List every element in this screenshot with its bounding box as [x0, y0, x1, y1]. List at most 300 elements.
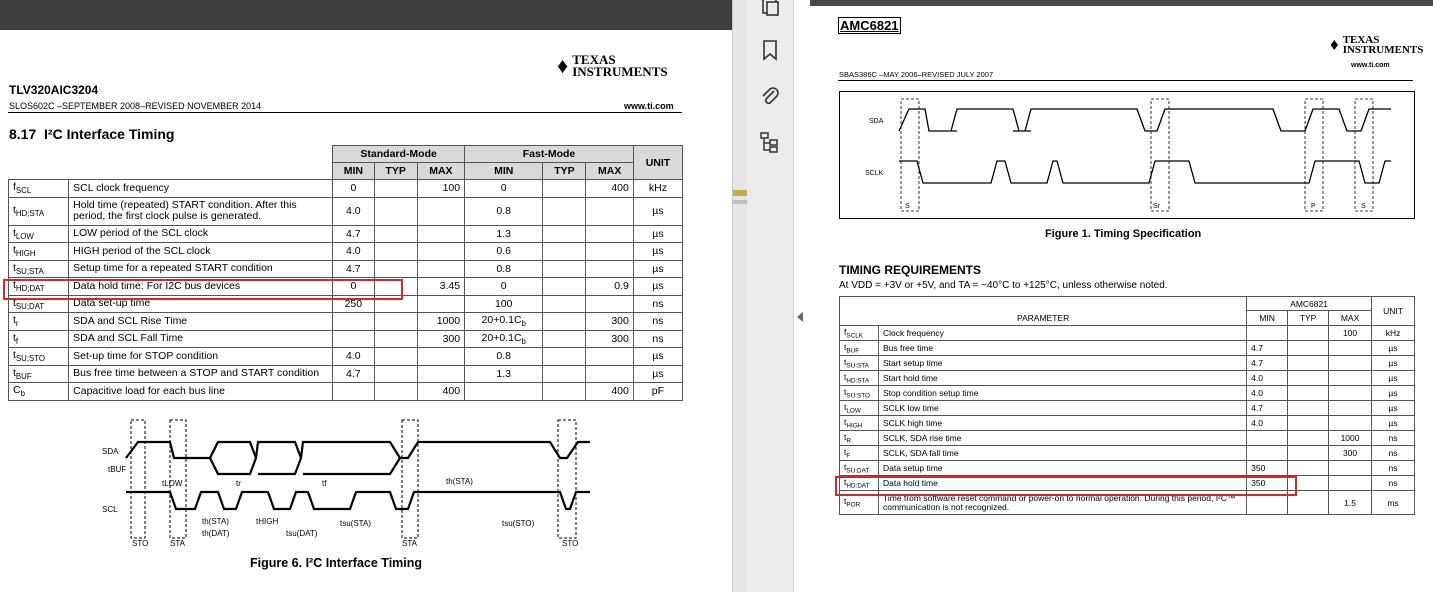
fig-label-tlow: tLOW	[162, 479, 183, 488]
symbol-subscript: HD:STA	[846, 377, 870, 385]
unit-header-right: UNIT	[1372, 297, 1415, 326]
symbol-cell	[9, 330, 69, 348]
table-row	[840, 401, 1415, 416]
splitter-grip-2[interactable]	[733, 200, 747, 204]
value-max	[1329, 476, 1372, 491]
parameter-desc: Start setup time	[878, 356, 1246, 371]
value-fmin-text: 0.8	[496, 205, 512, 217]
symbol: t	[13, 331, 16, 344]
value-styp	[374, 180, 417, 198]
symbol-subscript: f	[15, 336, 19, 346]
value-fmax: 0.9	[586, 278, 633, 296]
symbol-subscript: SU:DAT	[846, 467, 870, 475]
value-typ	[1288, 401, 1329, 416]
unit-cell: µs	[1372, 416, 1415, 431]
table-row	[9, 383, 683, 401]
standard-mode-header: Standard-Mode	[333, 146, 465, 163]
value-fmin	[465, 348, 543, 366]
value-smax: 1000	[417, 313, 464, 331]
fig-label-thsta-right: th(STA)	[446, 477, 473, 486]
value-fmin	[465, 243, 543, 261]
value-smin: 250	[333, 295, 374, 313]
table-row	[840, 386, 1415, 401]
value-smin	[333, 383, 374, 401]
col-max: MAX	[417, 163, 464, 180]
parameter-desc: Setup time for a repeated START condition	[69, 260, 333, 278]
value-ftyp	[543, 295, 586, 313]
value-fmin	[465, 330, 543, 348]
symbol-subscript: SCLK	[846, 332, 863, 340]
value-styp	[374, 365, 417, 383]
value-ftyp	[543, 365, 586, 383]
value-min: 350	[1247, 461, 1288, 476]
fig-label-sda: SDA	[102, 447, 119, 456]
table-row	[840, 326, 1415, 341]
value-fmin-text: 100	[494, 297, 513, 310]
symbol-subscript: HIGH	[846, 422, 863, 430]
table-row	[9, 225, 683, 243]
table-row	[9, 243, 683, 261]
symbol-cell	[9, 197, 69, 225]
symbol-subscript: SU:STA	[846, 362, 869, 370]
value-styp	[374, 313, 417, 331]
value-ftyp	[543, 197, 586, 225]
unit-cell: ns	[1372, 446, 1415, 461]
unit-header: UNIT	[633, 146, 682, 180]
symbol-cell	[840, 431, 879, 446]
symbol-cell	[840, 356, 879, 371]
value-max: 300	[1329, 446, 1372, 461]
value-max	[1329, 416, 1372, 431]
value-fmin	[465, 383, 543, 401]
value-fmin-text: 0.8	[496, 262, 512, 275]
unit-cell: µs	[1372, 371, 1415, 386]
table-row	[840, 371, 1415, 386]
unit-cell: µs	[633, 225, 682, 243]
symbol: t	[844, 371, 847, 382]
value-smax: 100	[417, 180, 464, 198]
value-fmin-text: 0	[500, 280, 507, 293]
symbol: f	[13, 181, 16, 194]
parameter-desc: SCLK, SDA rise time	[878, 431, 1246, 446]
fig-label-sr: Sr	[1153, 203, 1160, 210]
value-fmax	[586, 225, 633, 243]
blank-header-right	[840, 297, 1247, 311]
unit-cell: µs	[633, 260, 682, 278]
symbol-subscript: SU;STA	[15, 266, 44, 276]
table-row	[840, 446, 1415, 461]
value-typ	[1288, 341, 1329, 356]
value-ftyp	[543, 278, 586, 296]
value-max	[1329, 386, 1372, 401]
ti-bull-icon: ♦	[1330, 35, 1339, 54]
symbol-subscript: BUF	[846, 347, 860, 355]
col-typ: TYP	[543, 163, 586, 180]
value-fmin-text: 0	[500, 182, 507, 195]
fig-label-tr: tr	[236, 479, 241, 488]
value-typ	[1288, 371, 1329, 386]
value-fmin	[465, 295, 543, 313]
value-ftyp	[543, 180, 586, 198]
symbol-subscript: HD:DAT	[846, 482, 870, 490]
unit-cell: ns	[1372, 476, 1415, 491]
symbol-subscript: b	[20, 389, 25, 399]
value-styp	[374, 260, 417, 278]
pane-splitter[interactable]	[732, 0, 748, 592]
value-smax	[417, 243, 464, 261]
value-min	[1247, 431, 1288, 446]
value-ftyp	[543, 260, 586, 278]
value-typ	[1288, 416, 1329, 431]
fig-label-sta: STA	[170, 539, 185, 548]
value-fmin-text: 1.3	[496, 367, 512, 380]
symbol: t	[844, 431, 847, 442]
value-min: 4.0	[1247, 371, 1288, 386]
value-min: 4.0	[1247, 386, 1288, 401]
parameter-desc: Data hold time: For I2C bus devices	[69, 278, 333, 296]
symbol: t	[13, 279, 16, 292]
unit-cell: ms	[1372, 491, 1415, 515]
parameter-desc: Data hold time	[878, 476, 1246, 491]
value-fmin-text: 1.3	[496, 227, 512, 240]
symbol: t	[13, 349, 16, 362]
symbol-cell	[840, 326, 879, 341]
part-number-right: AMC6821	[840, 18, 899, 33]
symbol-subscript: SU:STO	[846, 392, 870, 400]
value-styp	[374, 197, 417, 225]
symbol-cell	[9, 243, 69, 261]
unit-cell: µs	[633, 365, 682, 383]
bookmark-icon[interactable]	[758, 38, 782, 62]
symbol-cell	[9, 225, 69, 243]
symbol-cell	[840, 461, 879, 476]
symbol-cell	[9, 365, 69, 383]
symbol: t	[13, 296, 16, 309]
figure-caption-right: Figure 1. Timing Specification	[1045, 228, 1202, 240]
value-ftyp	[543, 383, 586, 401]
symbol-subscript: SU;STO	[15, 354, 46, 364]
part-number: TLV320AIC3204	[9, 83, 99, 97]
unit-cell: µs	[633, 278, 682, 296]
section-heading	[9, 126, 174, 142]
fig-label-sta2: STA	[402, 539, 417, 548]
col-min: MIN	[333, 163, 374, 180]
value-smax: 3.45	[417, 278, 464, 296]
value-max	[1329, 401, 1372, 416]
fig-label-p: P	[1311, 203, 1316, 210]
value-fmax	[586, 365, 633, 383]
col-max: MAX	[586, 163, 633, 180]
value-max	[1329, 341, 1372, 356]
table-row	[9, 348, 683, 366]
value-fmax	[586, 348, 633, 366]
symbol-cell	[9, 313, 69, 331]
fig-label-s: S	[905, 203, 910, 210]
value-max: 100	[1329, 326, 1372, 341]
timing-requirements-heading: TIMING REQUIREMENTS	[839, 263, 982, 277]
symbol: t	[13, 314, 16, 327]
fig-label-tsusta: tsu(STA)	[340, 519, 371, 528]
i2c-timing-diagram	[90, 412, 630, 552]
parameter-desc: Capacitive load for each bus line	[69, 383, 333, 401]
value-smax	[417, 348, 464, 366]
value-min: 4.7	[1247, 341, 1288, 356]
symbol-subscript: HD;STA	[15, 209, 45, 219]
collapse-chevron-icon[interactable]	[797, 312, 803, 322]
symbol-subscript: SU;DAT	[15, 301, 45, 311]
parameter-desc: SCL clock frequency	[69, 180, 333, 198]
fig-label-sda-right: SDA	[869, 118, 884, 125]
parameter-desc: SCLK, SDA fall time	[878, 446, 1246, 461]
symbol: t	[844, 496, 847, 507]
value-smin: 4.0	[333, 243, 374, 261]
symbol: t	[13, 244, 16, 257]
symbol-subscript: BUF	[15, 371, 32, 381]
value-ftyp	[543, 243, 586, 261]
logo-text-1: TEXAS	[572, 52, 616, 67]
symbol: t	[844, 356, 847, 367]
symbol: t	[844, 416, 847, 427]
value-fmax	[586, 243, 633, 261]
value-smax	[417, 260, 464, 278]
value-typ	[1288, 356, 1329, 371]
fig-label-sto: STO	[132, 539, 149, 548]
value-min	[1247, 446, 1288, 461]
value-styp	[374, 383, 417, 401]
value-styp	[374, 330, 417, 348]
value-fmin	[465, 278, 543, 296]
unit-cell: µs	[633, 197, 682, 225]
fig-label-sto2: STO	[562, 539, 579, 548]
parameter-desc: HIGH period of the SCL clock	[69, 243, 333, 261]
symbol: t	[844, 461, 847, 472]
symbol-subscript: SCL	[15, 186, 32, 196]
symbol: t	[844, 476, 847, 487]
right-document-pane[interactable]	[810, 0, 1433, 592]
value-min: 4.0	[1247, 416, 1288, 431]
value-smin: 0	[333, 180, 374, 198]
parameter-desc: Clock frequency	[878, 326, 1246, 341]
symbol-cell	[840, 446, 879, 461]
symbol-cell	[840, 341, 879, 356]
symbol-cell	[9, 180, 69, 198]
symbol: t	[844, 341, 847, 352]
fig-label-tsudat: tsu(DAT)	[286, 529, 318, 538]
value-styp	[374, 243, 417, 261]
symbol: t	[844, 386, 847, 397]
table-row	[840, 356, 1415, 371]
value-typ	[1288, 386, 1329, 401]
device-header: AMC6821	[1247, 297, 1372, 311]
value-fmin	[465, 260, 543, 278]
parameter-header: PARAMETER	[840, 311, 1247, 326]
symbol-cell	[840, 401, 879, 416]
value-smin: 4.0	[333, 348, 374, 366]
unit-cell: µs	[1372, 386, 1415, 401]
value-fmin-text: 20+0.1C	[481, 314, 522, 327]
doc-revision-right: SBAS386C –MAY 2006–REVISED JULY 2007	[839, 70, 994, 79]
value-typ	[1288, 431, 1329, 446]
fig-label-tf: tf	[322, 479, 327, 488]
value-styp	[374, 348, 417, 366]
parameter-desc: Bus free time between a STOP and START condition	[69, 365, 333, 383]
doc-revision: SLOS602C –SEPTEMBER 2008–REVISED NOVEMBER 2014	[9, 101, 262, 111]
unit-cell: ns	[633, 313, 682, 331]
section-title: I²C Interface Timing	[44, 126, 175, 142]
value-ftyp	[543, 348, 586, 366]
symbol-cell	[840, 386, 879, 401]
value-min	[1247, 326, 1288, 341]
unit-cell: µs	[633, 243, 682, 261]
symbol-cell	[840, 371, 879, 386]
unit-cell: kHz	[1372, 326, 1415, 341]
header-rule-right	[838, 80, 1413, 81]
timing-spec-diagram	[839, 91, 1415, 219]
unit-cell: ns	[633, 330, 682, 348]
symbol: f	[844, 326, 847, 337]
right-viewer-header	[810, 0, 1433, 6]
value-fmax: 300	[586, 330, 633, 348]
value-fmax: 400	[586, 383, 633, 401]
value-max: 1000	[1329, 431, 1372, 446]
value-fmin-subscript: b	[521, 336, 526, 346]
logo-text-2: INSTRUMENTS	[1342, 44, 1424, 56]
parameter-desc: SDA and SCL Fall Time	[69, 330, 333, 348]
highlight-box-right	[835, 476, 1297, 496]
col-typ: TYP	[374, 163, 417, 180]
symbol-subscript: F	[846, 452, 851, 460]
symbol-cell	[9, 348, 69, 366]
i2c-timing-table	[8, 145, 683, 401]
value-fmin-text: 0.6	[496, 245, 512, 258]
doc-url[interactable]: www.ti.com	[624, 101, 674, 111]
parameter-desc: LOW period of the SCL clock	[69, 225, 333, 243]
value-fmin	[465, 313, 543, 331]
table-row	[840, 341, 1415, 356]
value-smax	[417, 197, 464, 225]
unit-cell: ns	[1372, 461, 1415, 476]
header-rule	[8, 112, 682, 113]
value-fmax	[586, 295, 633, 313]
fig-label-thsta: th(STA)	[202, 517, 229, 526]
symbol-subscript: HIGH	[15, 249, 36, 259]
table-row	[9, 330, 683, 348]
fig-label-scl: SCL	[102, 505, 118, 514]
unit-cell: ns	[1372, 431, 1415, 446]
value-fmin-text: 0.8	[496, 350, 512, 363]
value-fmin	[465, 365, 543, 383]
copy-icon[interactable]	[758, 0, 782, 20]
left-viewer-header	[0, 0, 732, 30]
ti-bull-icon: ♦	[557, 53, 569, 78]
value-styp	[374, 225, 417, 243]
fig-label-thdat: th(DAT)	[202, 529, 230, 538]
symbol: C	[13, 384, 21, 397]
structure-icon[interactable]	[758, 130, 782, 154]
symbol-cell	[840, 416, 879, 431]
conditions-note: At VDD = +3V or +5V, and TA = −40°C to +125°C, unless otherwise noted.	[839, 280, 1168, 291]
value-max	[1329, 461, 1372, 476]
unit-cell: µs	[1372, 401, 1415, 416]
value-typ	[1288, 461, 1329, 476]
parameter-desc: Start hold time	[878, 371, 1246, 386]
value-fmax: 400	[586, 180, 633, 198]
section-number: 8.17	[9, 126, 37, 142]
symbol-subscript: POR	[846, 501, 861, 509]
symbol-subscript: LOW	[846, 407, 861, 415]
splitter-grip[interactable]	[733, 190, 747, 196]
value-smax: 300	[417, 330, 464, 348]
parameter-desc: Bus free time	[878, 341, 1246, 356]
fig-label-tbuf: tBUF	[108, 465, 127, 474]
unit-cell: µs	[1372, 341, 1415, 356]
ti-logo	[557, 54, 668, 78]
value-max	[1329, 356, 1372, 371]
col-min-right: MIN	[1247, 311, 1288, 326]
doc-url-right[interactable]: www.ti.com	[1351, 62, 1390, 69]
value-fmax: 300	[586, 313, 633, 331]
value-typ	[1288, 326, 1329, 341]
col-min: MIN	[465, 163, 543, 180]
paperclip-icon[interactable]	[758, 84, 782, 108]
ti-logo-right	[1330, 34, 1423, 56]
value-smin: 0	[333, 278, 374, 296]
value-fmax	[586, 197, 633, 225]
value-ftyp	[543, 225, 586, 243]
value-ftyp	[543, 313, 586, 331]
table-row	[840, 461, 1415, 476]
symbol-cell	[9, 260, 69, 278]
col-max-right: MAX	[1329, 311, 1372, 326]
parameter-desc: Time from software reset command or power-on to normal operation. During this period, I²C™ communication is not recognized.	[878, 491, 1246, 515]
value-smax	[417, 295, 464, 313]
fast-mode-header: Fast-Mode	[465, 146, 634, 163]
fig-label-sclk: SCLK	[865, 170, 884, 177]
parameter-desc: SCLK low time	[878, 401, 1246, 416]
parameter-desc: Data set-up time	[69, 295, 333, 313]
table-row	[840, 431, 1415, 446]
symbol-subscript: HD;DAT	[15, 284, 45, 294]
table-row	[840, 416, 1415, 431]
value-smin: 4.7	[333, 260, 374, 278]
value-fmax	[586, 260, 633, 278]
unit-cell: µs	[1372, 356, 1415, 371]
table-row	[9, 313, 683, 331]
symbol-subscript: r	[15, 319, 19, 329]
table-row	[9, 197, 683, 225]
unit-cell: µs	[633, 348, 682, 366]
value-fmin	[465, 225, 543, 243]
value-fmin-text: 20+0.1C	[481, 331, 522, 344]
fig-label-s2: S	[1361, 203, 1366, 210]
table-row	[9, 180, 683, 198]
unit-cell: ns	[633, 295, 682, 313]
value-typ	[1288, 446, 1329, 461]
value-smin: 4.7	[333, 225, 374, 243]
figure-caption-left: Figure 6. I²C Interface Timing	[250, 556, 423, 570]
value-smin: 4.0	[333, 197, 374, 225]
value-smax	[417, 225, 464, 243]
parameter-desc: SCLK high time	[878, 416, 1246, 431]
symbol: t	[13, 366, 16, 379]
value-min: 4.7	[1247, 356, 1288, 371]
symbol: t	[13, 226, 16, 239]
value-smin	[333, 330, 374, 348]
symbol: t	[844, 401, 847, 412]
parameter-desc: Hold time (repeated) START condition. After this period, the first clock pulse is generated.	[69, 197, 333, 225]
value-fmin	[465, 180, 543, 198]
symbol-cell	[9, 383, 69, 401]
